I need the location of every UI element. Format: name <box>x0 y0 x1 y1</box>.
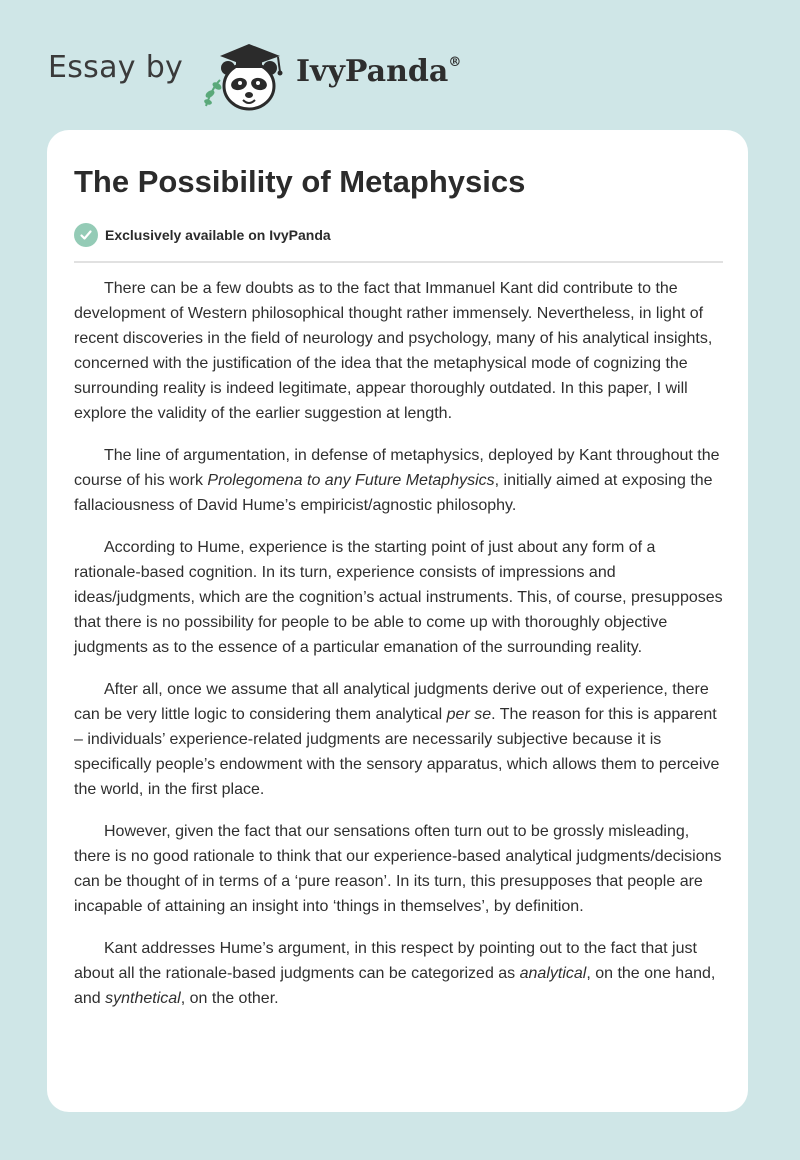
paragraph: After all, once we assume that all analytical judgments derive out of experience, there can be very little logic to considering them analytical per se. The reason for this is apparent – individuals’ experience-related judgments are necessarily subjective because it is specifically people’s endowment with the sensory apparatus, which allows them to perceive the world, in the first place. <box>74 681 720 798</box>
registered-mark: ® <box>448 55 462 70</box>
exclusive-badge-label: Exclusively available on IvyPanda <box>105 227 331 243</box>
paragraph: There can be a few doubts as to the fact that Immanuel Kant did contribute to the development of Western philosophical thought rather immensely. Nevertheless, in light of recent discoveries in the field of neurology and psychology, many of his analytical insights, concerned with the justification of the idea that the metaphysical mode of cognizing the surrounding reality is indeed legitimate, appear thoroughly outdated. In this paper, I will explore the validity of the earlier suggestion at length. <box>74 280 713 422</box>
brand-name: IvyPanda® <box>296 54 462 89</box>
site-header <box>48 30 548 110</box>
paragraph: Kant addresses Hume’s argument, in this respect by pointing out to the fact that just about all the rationale-based judgments can be categorized as analytical, on the one hand, and synthetical, on the other. <box>74 940 716 1007</box>
panda-with-graduation-cap-icon <box>200 36 296 114</box>
paragraph: However, given the fact that our sensations often turn out to be grossly misleading, there is no good rationale to think that our experience-based analytical judgments/decisions can be thought of in terms of a ‘pure reason’. In its turn, this presupposes that people are incapable of attaining an insight into ‘things in themselves’, by definition. <box>74 823 722 915</box>
page-title: The Possibility of Metaphysics <box>74 164 526 199</box>
paragraph: According to Hume, experience is the starting point of just about any form of a rationale-based cognition. In its turn, experience consists of impressions and ideas/judgments, which are the cognition’s actual instruments. This, of course, presupposes that there is no possibility for people to be able to come up with thoroughly objective judgments as to the essence of a particular emanation of the surrounding reality. <box>74 539 723 656</box>
essay-card <box>47 130 748 1112</box>
paragraph: The line of argumentation, in defense of metaphysics, deployed by Kant throughout the course of his work Prolegomena to any Future Metaphysics, initially aimed at exposing the fallaciousness of David Hume’s empiricist/agnostic philosophy. <box>74 447 720 514</box>
essay-body <box>74 276 724 1028</box>
exclusive-badge <box>74 223 331 247</box>
essay-by-label: Essay by <box>48 50 184 85</box>
check-circle-icon <box>74 223 98 247</box>
divider <box>74 261 723 263</box>
